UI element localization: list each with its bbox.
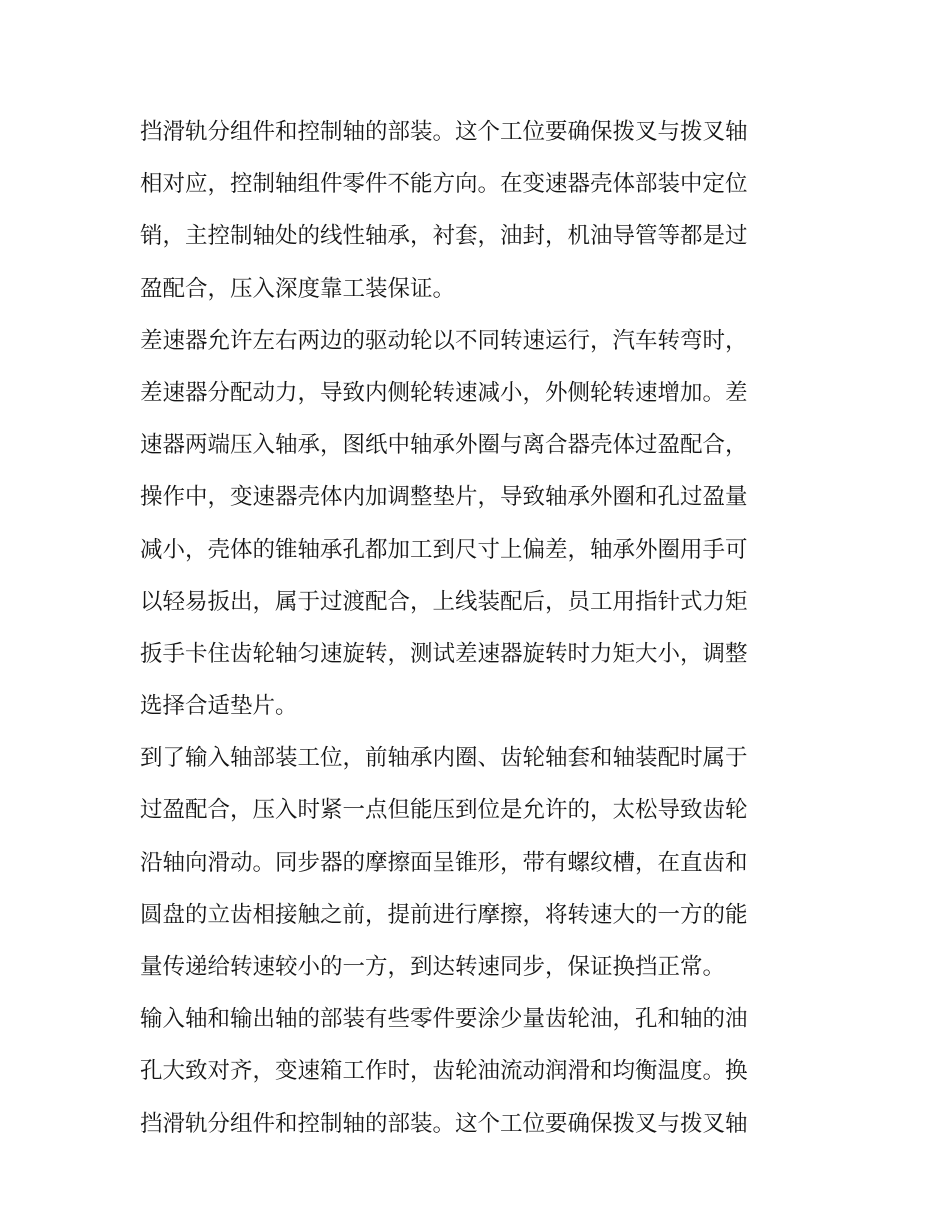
text-line: 挡滑轨分组件和控制轴的部装。这个工位要确保拨叉与拨叉轴: [140, 1110, 748, 1137]
text-line: 输入轴和输出轴的部装有些零件要涂少量齿轮油，孔和轴的油: [140, 1006, 748, 1033]
text-line: 差速器分配动力，导致内侧轮转速减小，外侧轮转速增加。差: [140, 379, 748, 406]
text-line: 盈配合，压入深度靠工装保证。: [140, 275, 456, 302]
document-body: [140, 106, 820, 1150]
text-line: 沿轴向滑动。同步器的摩擦面呈锥形，带有螺纹槽，在直齿和: [140, 849, 748, 876]
text-line: 圆盘的立齿相接触之前，提前进行摩擦，将转速大的一方的能: [140, 901, 748, 928]
text-line: 速器两端压入轴承，图纸中轴承外圈与离合器壳体过盈配合，: [140, 432, 748, 459]
text-line: 相对应，控制轴组件零件不能方向。在变速器壳体部装中定位: [140, 171, 748, 198]
text-line: 量传递给转速较小的一方，到达转速同步，保证换挡正常。: [140, 954, 726, 980]
text-line: 以轻易扳出，属于过渡配合，上线装配后，员工用指针式力矩: [140, 588, 748, 615]
text-line: 减小，壳体的锥轴承孔都加工到尺寸上偏差，轴承外圈用手可: [140, 536, 748, 563]
text-line: 差速器允许左右两边的驱动轮以不同转速运行，汽车转弯时，: [140, 327, 748, 354]
text-line: 挡滑轨分组件和控制轴的部装。这个工位要确保拨叉与拨叉轴: [140, 119, 748, 145]
text-line: 孔大致对齐，变速箱工作时，齿轮油流动润滑和均衡温度。换: [140, 1058, 748, 1085]
text-line: 过盈配合，压入时紧一点但能压到位是允许的，太松导致齿轮: [140, 797, 748, 824]
text-line: 到了输入轴部装工位，前轴承内圈、齿轮轴套和轴装配时属于: [140, 745, 748, 772]
text-line: 选择合适垫片。: [140, 693, 298, 720]
text-line: 扳手卡住齿轮轴匀速旋转，测试差速器旋转时力矩大小，调整: [140, 640, 748, 667]
text-line: 操作中，变速器壳体内加调整垫片，导致轴承外圈和孔过盈量: [140, 484, 748, 511]
text-line: 销，主控制轴处的线性轴承，衬套，油封，机油导管等都是过: [140, 223, 748, 250]
